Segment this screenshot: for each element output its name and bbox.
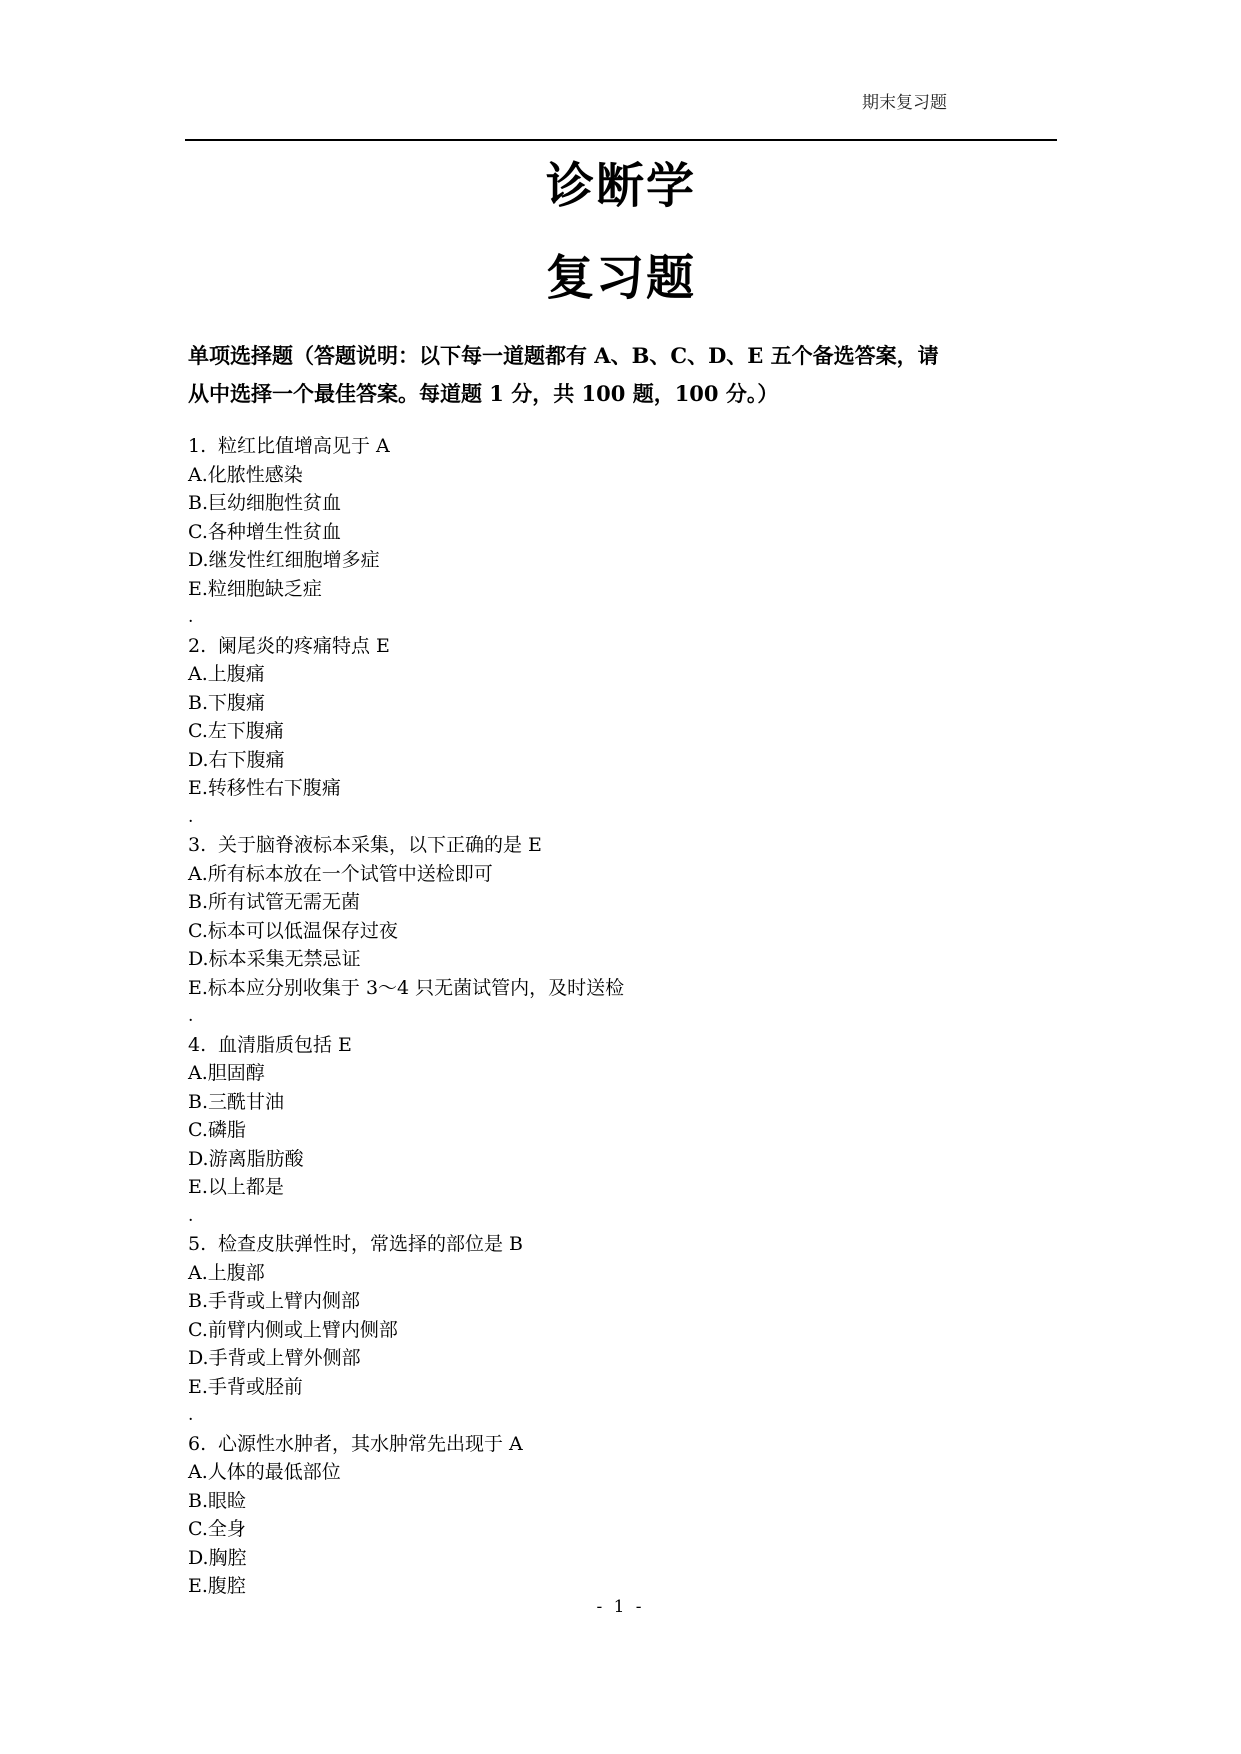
question-number: 6. (188, 1432, 207, 1455)
document-subtitle: 复习题 (545, 250, 696, 306)
question-number: 5. (188, 1233, 207, 1255)
question-4 (188, 1031, 1048, 1231)
option-d: D.标本采集无禁忌证 (188, 948, 361, 970)
option-b: B.眼睑 (188, 1489, 247, 1512)
option-a: A.所有标本放在一个试管中送检即可 (188, 862, 493, 885)
question-number: 2. (188, 634, 207, 657)
question-number: 3. (188, 834, 207, 856)
option-e: E.粒细胞缺乏症 (188, 577, 322, 600)
question-5 (188, 1230, 1048, 1430)
question-separator: . (188, 1006, 194, 1026)
question-stem (188, 432, 1048, 461)
instructions-line-2: 从中选择一个最佳答案。每道题 1 分，共 100 题，100 分。） (188, 381, 779, 406)
option-d: D.游离脂肪酸 (188, 1147, 304, 1170)
question-number: 1. (188, 435, 207, 457)
header-divider (185, 139, 1057, 141)
question-stem (188, 632, 1048, 661)
question-stem (188, 1230, 1048, 1259)
question-list (188, 432, 1048, 1601)
question-number: 4. (188, 1033, 207, 1056)
option-c: C.标本可以低温保存过夜 (188, 919, 398, 942)
option-a: A.化脓性感染 (188, 463, 303, 486)
option-a: A.上腹部 (188, 1261, 265, 1284)
question-text: 血清脂质包括 E (218, 1033, 352, 1056)
option-a: A.人体的最低部位 (188, 1461, 341, 1483)
option-e: E.标本应分别收集于 3～4 只无菌试管内，及时送检 (188, 976, 625, 999)
option-a: A.胆固醇 (188, 1062, 265, 1084)
question-text: 阑尾炎的疼痛特点 E (218, 634, 390, 657)
option-d: D.继发性红细胞增多症 (188, 549, 380, 571)
instructions-line-1: 单项选择题（答题说明：以下每一道题都有 A、B、C、D、E 五个备选答案，请 (188, 343, 939, 368)
option-d: D.手背或上臂外侧部 (188, 1347, 361, 1369)
page-number: - 1 - (596, 1597, 645, 1617)
question-stem (188, 831, 1048, 860)
option-b: B.手背或上臂内侧部 (188, 1290, 361, 1312)
option-c: C.全身 (188, 1518, 246, 1540)
question-text: 检查皮肤弹性时，常选择的部位是 B (218, 1233, 524, 1255)
option-b: B.下腹痛 (188, 691, 266, 714)
instructions (188, 337, 1058, 413)
question-2 (188, 632, 1048, 832)
option-d: D.右下腹痛 (188, 748, 285, 771)
option-b: B.三酰甘油 (188, 1090, 285, 1113)
option-b: B.巨幼细胞性贫血 (188, 492, 342, 514)
option-c: C.磷脂 (188, 1119, 246, 1141)
document-title: 诊断学 (545, 158, 696, 214)
option-c: C.各种增生性贫血 (188, 520, 341, 543)
option-c: C.左下腹痛 (188, 720, 284, 742)
question-stem (188, 1031, 1048, 1060)
option-e: E.转移性右下腹痛 (188, 777, 341, 799)
question-1 (188, 432, 1048, 632)
question-stem (188, 1430, 1048, 1459)
question-text: 关于脑脊液标本采集，以下正确的是 E (218, 834, 542, 856)
option-c: C.前臂内侧或上臂内侧部 (188, 1318, 398, 1341)
option-e: E.以上都是 (188, 1176, 284, 1198)
question-separator: . (188, 1205, 194, 1226)
question-separator: . (188, 1405, 194, 1425)
option-a: A.上腹痛 (188, 663, 265, 685)
option-e: E.腹腔 (188, 1575, 246, 1597)
question-separator: . (188, 806, 194, 827)
option-b: B.所有试管无需无菌 (188, 891, 361, 913)
question-text: 心源性水肿者，其水肿常先出现于 A (218, 1432, 523, 1455)
question-separator: . (188, 607, 194, 627)
header-text: 期末复习题 (862, 93, 947, 113)
option-d: D.胸腔 (188, 1546, 247, 1569)
question-text: 粒红比值增高见于 A (218, 435, 390, 457)
question-6 (188, 1430, 1048, 1601)
question-3 (188, 831, 1048, 1031)
option-e: E.手背或胫前 (188, 1375, 303, 1398)
